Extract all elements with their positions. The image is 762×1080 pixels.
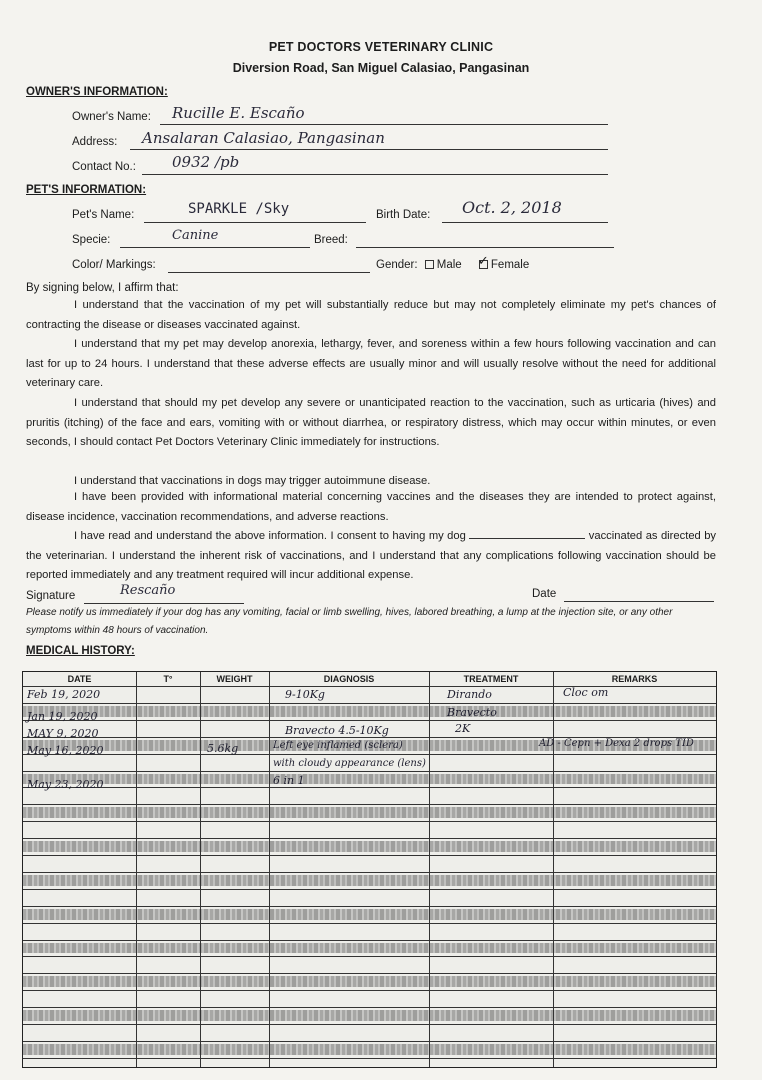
- medical-section-title: MEDICAL HISTORY:: [26, 645, 135, 657]
- table-row-line: [23, 956, 716, 957]
- table-row-line: [23, 686, 716, 687]
- table-row-line: [23, 855, 716, 856]
- consent-paragraph-1: I understand that the vaccination of my pet will substantially reduce but may not completely eliminate my pet's chances of contracting the disease or diseases vaccinated against.: [26, 299, 716, 331]
- row1-treatment[interactable]: Dirando: [447, 688, 492, 701]
- consent-paragraph-6-start: I have read and understand the above information. I consent to having my dog: [74, 530, 466, 542]
- pet-name-value[interactable]: SPARKLE /Sky: [188, 201, 290, 217]
- female-check-mark: ✓: [477, 253, 489, 269]
- color-markings-line: [168, 272, 370, 273]
- table-row-shading: [23, 807, 716, 818]
- row2-date[interactable]: Jan 19, 2020: [27, 710, 98, 723]
- table-row-line: [23, 906, 716, 907]
- consent-paragraph-5: I have been provided with informational material concerning vaccines and the diseases they are intended to protect against, disease incidence, vaccination recommendations, and adverse reactions.: [26, 491, 716, 523]
- specie-line: [120, 247, 310, 248]
- table-row-line: [23, 804, 716, 805]
- date-label: Date: [532, 588, 557, 600]
- breed-label: Breed:: [314, 234, 348, 246]
- clinic-name: PET DOCTORS VETERINARY CLINIC: [268, 40, 494, 54]
- consent-intro: By signing below, I affirm that:: [26, 282, 179, 294]
- table-row-line: [23, 720, 716, 721]
- clinic-address: Diversion Road, San Miguel Calasiao, Pangasinan: [232, 61, 530, 75]
- col-divider: [553, 672, 554, 1067]
- signature-label: Signature: [26, 590, 76, 602]
- table-row-line: [23, 1058, 716, 1059]
- owner-contact-value[interactable]: 0932 /pb: [172, 153, 240, 171]
- dog-name-blank[interactable]: [469, 528, 585, 539]
- row4-remarks[interactable]: AD - Cepn + Dexa 2 drops TID: [539, 738, 694, 749]
- row5-diagnosis[interactable]: with cloudy appearance (lens): [273, 758, 426, 769]
- table-row-shading: [23, 976, 716, 987]
- col-divider: [269, 672, 270, 1067]
- table-row-line: [23, 889, 716, 890]
- table-row-line: [23, 771, 716, 772]
- table-row-line: [23, 940, 716, 941]
- owner-contact-label: Contact No.:: [72, 161, 136, 173]
- row6-date[interactable]: May 23, 2020: [27, 778, 104, 791]
- row1-date[interactable]: Feb 19, 2020: [27, 688, 101, 701]
- breed-line: [356, 247, 614, 248]
- consent-paragraph-4: I understand that vaccinations in dogs may trigger autoimmune disease.: [74, 475, 431, 487]
- owner-address-value[interactable]: Ansalaran Calasiao, Pangasinan: [142, 129, 385, 147]
- pet-name-label: Pet's Name:: [72, 209, 135, 221]
- table-row-shading: [23, 706, 716, 717]
- gender-label-text: Gender:: [376, 259, 418, 271]
- row3-date[interactable]: MAY 9, 2020: [27, 727, 99, 740]
- consent-paragraph-2: I understand that my pet may develop anorexia, lethargy, fever, and soreness within a few hours following vaccination and can last for up to 24 hours. I understand that these adverse effects are usually minor and will usually resolve without the need for additional veterinary care.: [26, 338, 716, 389]
- female-checkbox[interactable]: [477, 253, 489, 269]
- row4-diagnosis[interactable]: Left eye inflamed (sclera): [273, 740, 403, 751]
- consent-paragraph-3: I understand that should my pet develop any severe or unanticipated reaction to the vaccination, such as urticaria (hives) and pruritis (itching) of the face and ears, vomiting with or without diarrhea, or respiratory distress, which may occur within minutes, or even seconds, I should contact Pet Doctors Veterinary Clinic immediately for instructions.: [26, 397, 716, 448]
- consent-paragraph-6: [26, 527, 716, 586]
- table-row-shading: [23, 875, 716, 886]
- table-row-line: [23, 990, 716, 991]
- table-row-shading: [23, 841, 716, 852]
- col-divider: [136, 672, 137, 1067]
- birth-date-line: [442, 222, 608, 223]
- table-row-shading: [23, 909, 716, 920]
- table-row-line: [23, 754, 716, 755]
- owner-address-line: [130, 149, 608, 150]
- table-row-line: [23, 821, 716, 822]
- table-row-shading: [23, 1044, 716, 1055]
- col-header-remarks: REMARKS: [611, 674, 658, 684]
- notice-text: Please notify us immediately if your dog has any vomiting, facial or limb swelling, hives, labored breathing, a lump at the injection site, or any other symptoms within 48 hours of vaccination.: [26, 607, 673, 636]
- table-row-line: [23, 703, 716, 704]
- col-header-diagnosis: DIAGNOSIS: [323, 674, 375, 684]
- col-divider: [200, 672, 201, 1067]
- table-row-line: [23, 973, 716, 974]
- specie-label: Specie:: [72, 234, 111, 246]
- table-row-shading: [23, 1010, 716, 1021]
- female-label: Female: [490, 259, 530, 271]
- col-header-date: DATE: [67, 674, 92, 684]
- table-row-line: [23, 838, 716, 839]
- row1-remarks[interactable]: Cloc om: [563, 686, 609, 699]
- col-header-temp: T°: [163, 674, 173, 684]
- col-divider: [429, 672, 430, 1067]
- table-row-line: [23, 787, 716, 788]
- owner-name-line: [160, 124, 608, 125]
- signature-value[interactable]: Rescaño: [120, 583, 176, 598]
- row1-diagnosis[interactable]: 9-10Kg: [285, 688, 325, 701]
- owner-name-value[interactable]: Rucille E. Escaño: [172, 104, 305, 122]
- owner-name-label: Owner's Name:: [72, 111, 151, 123]
- birth-date-label: Birth Date:: [376, 209, 431, 221]
- row2-treatment[interactable]: Bravecto: [447, 706, 497, 719]
- birth-date-value[interactable]: Oct. 2, 2018: [462, 198, 562, 217]
- col-header-treatment: TREATMENT: [463, 674, 519, 684]
- table-row-line: [23, 1007, 716, 1008]
- consent-paragraph-6-end: vaccinated as directed by the veterinarian. I understand the inherent risk of vaccinations, and I understand that any complications following vaccination should be reported immediately and any treatment required will incur additional expense.: [26, 530, 717, 581]
- table-row-line: [23, 1024, 716, 1025]
- table-row-shading: [23, 774, 716, 785]
- row4-weight[interactable]: 5.6kg: [207, 742, 239, 755]
- owner-address-label: Address:: [72, 136, 118, 148]
- owner-section-title: OWNER'S INFORMATION:: [26, 86, 168, 98]
- pet-section-title: PET'S INFORMATION:: [26, 184, 147, 196]
- table-row-line: [23, 1041, 716, 1042]
- row3-diagnosis[interactable]: Bravecto 4.5-10Kg: [285, 724, 389, 737]
- col-header-weight: WEIGHT: [216, 674, 253, 684]
- specie-value[interactable]: Canine: [172, 228, 219, 243]
- row3-treatment[interactable]: 2K: [455, 722, 471, 735]
- row4-date[interactable]: May 16, 2020: [27, 744, 104, 757]
- male-label: Male: [436, 259, 462, 271]
- date-line: [564, 601, 714, 602]
- owner-contact-line: [142, 174, 608, 175]
- color-markings-label: Color/ Markings:: [72, 259, 156, 271]
- medical-history-table: [22, 671, 717, 1068]
- gender-label: [376, 253, 530, 271]
- table-row-line: [23, 872, 716, 873]
- table-row-shading: [23, 943, 716, 954]
- row6-diagnosis[interactable]: 6 in 1: [273, 774, 305, 787]
- pet-name-line: [144, 222, 366, 223]
- male-checkbox[interactable]: [425, 260, 434, 269]
- table-row-line: [23, 923, 716, 924]
